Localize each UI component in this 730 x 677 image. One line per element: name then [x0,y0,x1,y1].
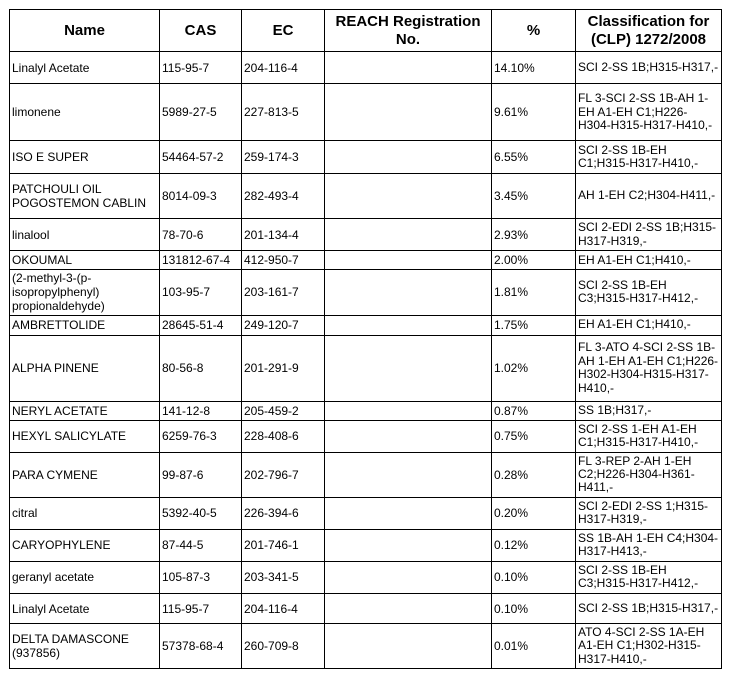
cell-name: OKOUMAL [10,251,160,270]
table-row [10,401,722,420]
header-cas: CAS [160,10,242,52]
cell-classification: SS 1B-AH 1-EH C4;H304-H317-H413,- [576,529,722,561]
cell-cas: 99-87-6 [160,452,242,497]
cell-name: ALPHA PINENE [10,335,160,401]
cell-reach [325,420,492,452]
table-row [10,452,722,497]
cell-reach [325,141,492,173]
table-row [10,315,722,335]
cell-classification: EH A1-EH C1;H410,- [576,251,722,270]
cell-classification: SCI 2-EDI 2-SS 1B;H315-H317-H319,- [576,219,722,251]
cell-classification: SCI 2-SS 1-EH A1-EH C1;H315-H317-H410,- [576,420,722,452]
cell-name: ISO E SUPER [10,141,160,173]
cell-cas: 57378-68-4 [160,624,242,669]
table-row [10,624,722,669]
cell-classification: SCI 2-SS 1B-EH C3;H315-H317-H412,- [576,561,722,593]
cell-percent: 2.93% [492,219,576,251]
cell-percent: 3.45% [492,173,576,219]
cell-reach [325,497,492,529]
cell-percent: 0.20% [492,497,576,529]
cell-name: limonene [10,84,160,141]
cell-percent: 0.75% [492,420,576,452]
cell-classification: SCI 2-SS 1B;H315-H317,- [576,594,722,624]
cell-classification: ATO 4-SCI 2-SS 1A-EH A1-EH C1;H302-H315-H317-H410,- [576,624,722,669]
cell-percent: 2.00% [492,251,576,270]
cell-cas: 105-87-3 [160,561,242,593]
cell-name: PARA CYMENE [10,452,160,497]
table-row [10,219,722,251]
cell-percent: 1.02% [492,335,576,401]
cell-cas: 78-70-6 [160,219,242,251]
cell-name: AMBRETTOLIDE [10,315,160,335]
cell-classification: AH 1-EH C2;H304-H411,- [576,173,722,219]
cell-ec: 226-394-6 [242,497,325,529]
cell-ec: 412-950-7 [242,251,325,270]
cell-ec: 227-813-5 [242,84,325,141]
cell-reach [325,52,492,84]
cell-percent: 9.61% [492,84,576,141]
cell-classification: SCI 2-EDI 2-SS 1;H315-H317-H319,- [576,497,722,529]
cell-name: HEXYL SALICYLATE [10,420,160,452]
cell-percent: 0.12% [492,529,576,561]
cell-cas: 87-44-5 [160,529,242,561]
table-row [10,251,722,270]
cell-reach [325,84,492,141]
cell-cas: 28645-51-4 [160,315,242,335]
cell-reach [325,219,492,251]
cell-percent: 1.75% [492,315,576,335]
table-row [10,270,722,316]
cell-name: CARYOPHYLENE [10,529,160,561]
header-row [10,10,722,52]
cell-reach [325,251,492,270]
cell-reach [325,624,492,669]
cell-cas: 80-56-8 [160,335,242,401]
table-row [10,561,722,593]
cell-reach [325,401,492,420]
table-row [10,141,722,173]
cell-ec: 249-120-7 [242,315,325,335]
cell-cas: 54464-57-2 [160,141,242,173]
cell-cas: 115-95-7 [160,594,242,624]
table-row [10,420,722,452]
cell-cas: 8014-09-3 [160,173,242,219]
cell-percent: 6.55% [492,141,576,173]
cell-ec: 203-341-5 [242,561,325,593]
cell-ec: 204-116-4 [242,594,325,624]
cell-percent: 14.10% [492,52,576,84]
cell-ec: 201-134-4 [242,219,325,251]
table-row [10,84,722,141]
cell-name: Linalyl Acetate [10,594,160,624]
cell-classification: SCI 2-SS 1B-EH C1;H315-H317-H410,- [576,141,722,173]
cell-cas: 131812-67-4 [160,251,242,270]
cell-cas: 141-12-8 [160,401,242,420]
cell-name: (2-methyl-3-(p-isopropylphenyl) propionaldehyde) [10,270,160,316]
cell-percent: 0.87% [492,401,576,420]
header-name: Name [10,10,160,52]
cell-classification: SCI 2-SS 1B;H315-H317,- [576,52,722,84]
cell-cas: 103-95-7 [160,270,242,316]
cell-cas: 6259-76-3 [160,420,242,452]
cell-reach [325,452,492,497]
cell-classification: SS 1B;H317,- [576,401,722,420]
cell-ec: 201-291-9 [242,335,325,401]
cell-name: Linalyl Acetate [10,52,160,84]
header-classification: Classification for (CLP) 1272/2008 [576,10,722,52]
cell-ec: 202-796-7 [242,452,325,497]
cell-name: linalool [10,219,160,251]
cell-reach [325,561,492,593]
table-row [10,173,722,219]
cell-reach [325,315,492,335]
composition-table [9,9,722,669]
cell-cas: 115-95-7 [160,52,242,84]
header-reach: REACH Registration No. [325,10,492,52]
cell-ec: 201-746-1 [242,529,325,561]
cell-percent: 0.10% [492,561,576,593]
cell-name: citral [10,497,160,529]
cell-percent: 0.10% [492,594,576,624]
cell-ec: 203-161-7 [242,270,325,316]
cell-classification: SCI 2-SS 1B-EH C3;H315-H317-H412,- [576,270,722,316]
table-row [10,335,722,401]
cell-reach [325,594,492,624]
table-row [10,594,722,624]
cell-classification: FL 3-SCI 2-SS 1B-AH 1-EH A1-EH C1;H226-H304-H315-H317-H410,- [576,84,722,141]
cell-ec: 259-174-3 [242,141,325,173]
cell-classification: EH A1-EH C1;H410,- [576,315,722,335]
table-row [10,52,722,84]
cell-cas: 5989-27-5 [160,84,242,141]
cell-percent: 0.28% [492,452,576,497]
header-percent: % [492,10,576,52]
table-row [10,529,722,561]
cell-classification: FL 3-REP 2-AH 1-EH C2;H226-H304-H361-H411,- [576,452,722,497]
cell-percent: 1.81% [492,270,576,316]
cell-ec: 205-459-2 [242,401,325,420]
cell-ec: 228-408-6 [242,420,325,452]
cell-reach [325,529,492,561]
cell-name: geranyl acetate [10,561,160,593]
cell-reach [325,270,492,316]
cell-ec: 282-493-4 [242,173,325,219]
header-ec: EC [242,10,325,52]
cell-ec: 260-709-8 [242,624,325,669]
cell-cas: 5392-40-5 [160,497,242,529]
table-row [10,497,722,529]
cell-name: NERYL ACETATE [10,401,160,420]
cell-name: DELTA DAMASCONE (937856) [10,624,160,669]
cell-ec: 204-116-4 [242,52,325,84]
cell-reach [325,173,492,219]
cell-classification: FL 3-ATO 4-SCI 2-SS 1B-AH 1-EH A1-EH C1;H226-H302-H304-H315-H317-H410,- [576,335,722,401]
cell-percent: 0.01% [492,624,576,669]
cell-reach [325,335,492,401]
cell-name: PATCHOULI OIL POGOSTEMON CABLIN [10,173,160,219]
